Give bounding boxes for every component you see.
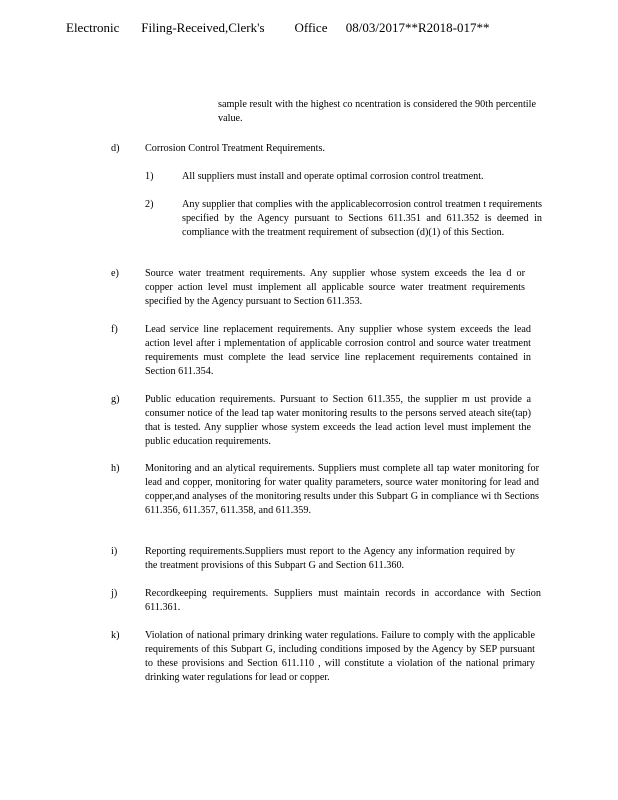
subsection-d-heading: Corrosion Control Treatment Requirements. [145, 143, 325, 154]
page-header [66, 20, 606, 36]
subsection-k-label: k) [111, 630, 120, 641]
subsection-e-label: e) [111, 268, 119, 279]
item-1-text: All suppliers must install and operate optimal corrosion control treatment. [182, 171, 484, 182]
subsection-e-text: Source water treatment requirements. Any supplier whose system exceeds the lea d or copper action level must implement all applicable source water treatment requirements specified by the Agency pursuant to Section 611.353. [145, 268, 525, 307]
subsection-h-text: Monitoring and an alytical requirements. Suppliers must complete all tap water monitoring for lead and copper, monitoring for water quality parameters, source water monitoring for lead and copper,and analyses of the monitoring results under this Subpart G in compliance wi th Sections 611.356, 611.357, 611.358, and 611.359. [145, 463, 539, 516]
subsection-i-label: i) [111, 546, 118, 557]
continuation-text: sample result with the highest co ncentration is considered the 90th percentile value. [218, 99, 536, 124]
subsection-k-text: Violation of national primary drinking water regulations. Failure to comply with the applicable requirements of this Subpart G, including conditions imposed by the Agency by SEP pursuant to these provisions and Section 611.110 , will constitute a violation of the national primary drinking water regulations for lead or copper. [145, 630, 535, 683]
subsection-i-text: Reporting requirements.Suppliers must report to the Agency any information required by the treatment provisions of this Subpart G and Section 611.360. [145, 546, 515, 571]
header-office: Office [294, 20, 328, 35]
item-1-label: 1) [145, 171, 154, 182]
subsection-h-label: h) [111, 463, 120, 474]
header-date-docket: 08/03/2017**R2018-017** [345, 20, 490, 35]
subsection-g-label: g) [111, 394, 120, 405]
subsection-j-text: Recordkeeping requirements. Suppliers must maintain records in accordance with Section 611.361. [145, 588, 541, 613]
item-2-text: Any supplier that complies with the applicablecorrosion control treatmen t requirements specified by the Agency pursuant to Sections 611.351 and 611.352 is deemed in compliance with the treatment requirement of subsection (d)(1) of this Section. [182, 199, 542, 238]
subsection-f-text: Lead service line replacement requirements. Any supplier whose system exceeds the lead action level after i mplementation of applicable corrosion control and source water treatment requirements must complete the lead service line replacement requirements contained in Section 611.354. [145, 324, 531, 377]
item-2-label: 2) [145, 199, 154, 210]
subsection-j-label: j) [111, 588, 118, 599]
subsection-f-label: f) [111, 324, 118, 335]
header-filing-received: Filing-Received,Clerk's [141, 20, 265, 35]
subsection-d-label: d) [111, 143, 120, 154]
header-electronic: Electronic [66, 20, 120, 35]
subsection-g-text: Public education requirements. Pursuant to Section 611.355, the supplier m ust provide a consumer notice of the lead tap water monitoring results to the persons served ateach site(tap) that is tested. Any supplier whose system exceeds the lead action level must implement the public education requirements. [145, 394, 531, 447]
